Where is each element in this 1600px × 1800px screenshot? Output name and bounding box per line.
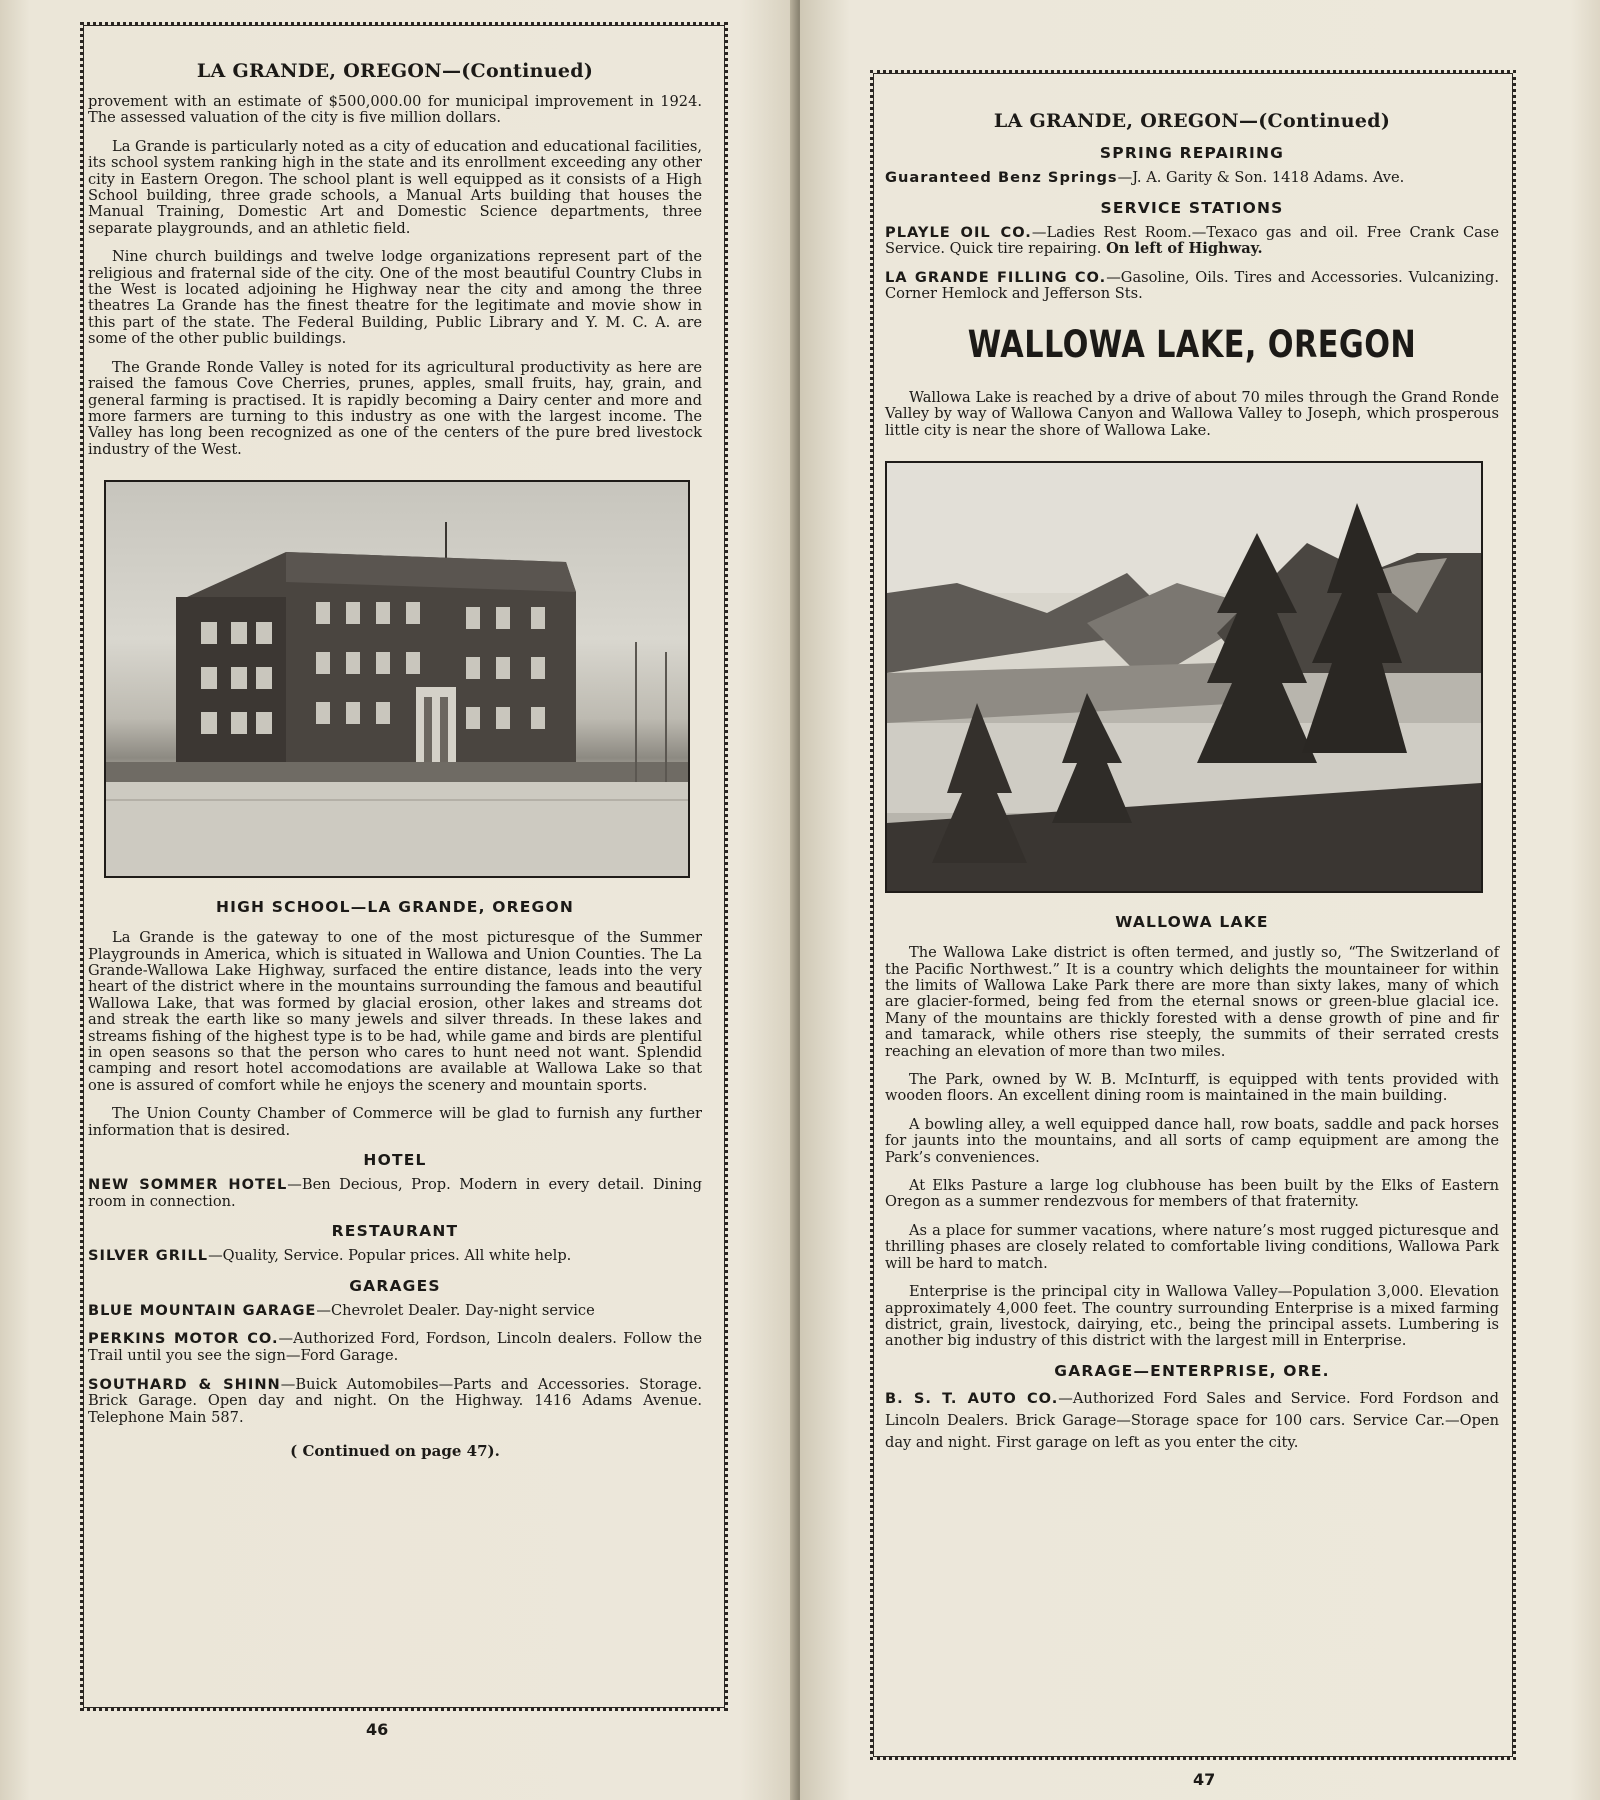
business-description: —Authorized Ford, Fordson, Lincoln dealers. Follow the Trail until you see the sign—Ford Garage.: [88, 1330, 702, 1364]
business-description: —Ben Decious, Prop. Modern in every detail. Dining room in connection.: [88, 1176, 702, 1210]
section-heading-hotel: HOTEL: [363, 1151, 427, 1169]
business-name: SOUTHARD & SHINN: [88, 1375, 281, 1393]
listing-garage: [88, 1303, 702, 1320]
business-description: —J. A. Garity & Son. 1418 Adams. Ave.: [1117, 169, 1405, 186]
business-name: NEW SOMMER HOTEL: [88, 1176, 288, 1193]
paragraph: La Grande is the gateway to one of the most picturesque of the Summer Playgrounds in America, which is situated in Wallowa and Union Counties. The La Grande-Wallowa Lake Highway, surfaced the entire distance, leads into the very heart of the district where in the mountains surrounding the famous and beautiful Wallowa Lake, that was formed by glacial erosion, other lakes and streams dot and streak the earth like so many jewels and silver threads. In these lakes and streams fishing of the highest type is to be had, while game and birds are plentiful in open seasons so that the person who cares to hunt need not want. Splendid camping and resort hotel accomodations are available at Wallowa Lake so that one is assured of comfort while he enjoys the scenery and mountain sports.: [88, 929, 702, 1094]
high-school-photo: [104, 480, 690, 878]
paragraph: Enterprise is the principal city in Wallowa Valley—Population 3,000. Elevation approximately 4,000 feet. The country surrounding Enterprise is a mixed farming district, grain, livestock, dairying, etc., being the principal assets. Lumbering is another big industry of this district with the largest mill in Enterprise.: [885, 1283, 1499, 1350]
listing-service-station: [885, 270, 1499, 303]
right-page-content: [885, 110, 1499, 1466]
business-name: B. S. T. AUTO CO.: [885, 1389, 1059, 1407]
continued-note: ( Continued on page 47).: [290, 1442, 500, 1461]
lake-landscape-illustration: [887, 463, 1481, 891]
paragraph: The Union County Chamber of Commerce will be glad to furnish any further information that is desired.: [88, 1105, 702, 1139]
left-page-content: [88, 60, 702, 1460]
paragraph: As a place for summer vacations, where nature’s most rugged picturesque and thrilling phases are closely related to comfortable living conditions, Wallowa Park will be hard to match.: [885, 1221, 1499, 1272]
business-description: —Quality, Service. Popular prices. All white help.: [208, 1247, 572, 1265]
paragraph: At Elks Pasture a large log clubhouse has been built by the Elks of Eastern Oregon as a summer rendezvous for members of that fraternity.: [885, 1177, 1499, 1211]
business-description: —Gasoline, Oils. Tires and Accessories. Vulcanizing. Corner Hemlock and Jefferson Sts.: [885, 268, 1499, 303]
section-heading-spring-repairing: SPRING REPAIRING: [1099, 144, 1285, 162]
page-number: 46: [366, 1720, 389, 1739]
listing-garage: [88, 1331, 702, 1364]
paragraph: A bowling alley, a well equipped dance hall, row boats, saddle and pack horses for jaunts into the mountains, and all sorts of camp equipment are among the Park’s conveniences.: [885, 1115, 1499, 1166]
photo-caption: WALLOWA LAKE: [1115, 913, 1269, 932]
running-head: LA GRANDE, OREGON—(Continued): [196, 60, 594, 82]
section-heading-garage-enterprise: GARAGE—ENTERPRISE, ORE.: [1054, 1361, 1330, 1380]
paragraph: Nine church buildings and twelve lodge organizations represent part of the religious and fraternal side of the city. One of the most beautiful Country Clubs in the West is located adjoining he Highway near the city and among the three theatres La Grande has the finest theatre for the legitimate and movie show in this part of the state. The Federal Building, Public Library and Y. M. C. A. are some of the other public buildings.: [88, 248, 702, 348]
school-building-illustration: [106, 482, 688, 876]
business-description: —Ladies Rest Room.—Texaco gas and oil. Free Crank Case Service. Quick tire repairing.: [885, 223, 1499, 258]
running-head: LA GRANDE, OREGON—(Continued): [993, 110, 1391, 132]
paragraph: The Grande Ronde Valley is noted for its agricultural productivity as here are raised the famous Cove Cherries, prunes, apples, small fruits, hay, grain, and general farming is practised. It is rapidly becoming a Dairy center and more and more farmers are turning to this industry as one with the largest income. The Valley has long been recognized as one of the centers of the pure bred livestock industry of the West.: [88, 358, 702, 458]
listing-hotel: [88, 1177, 702, 1210]
page-number: 47: [1193, 1770, 1216, 1789]
right-page: [800, 0, 1600, 1800]
listing-garage: [885, 1388, 1499, 1454]
business-name: LA GRANDE FILLING CO.: [885, 268, 1107, 286]
listing-restaurant: [88, 1248, 702, 1265]
business-description: —Buick Automobiles—Parts and Accessories. Storage. Brick Garage. Open day and night. On the Highway. 1416 Adams Avenue. Telephone Main 587.: [88, 1375, 702, 1426]
paragraph: The Park, owned by W. B. McInturff, is equipped with tents provided with wooden floors. An excellent dining room is maintained in the main building.: [885, 1071, 1499, 1105]
business-name: PLAYLE OIL CO.: [885, 223, 1032, 241]
business-name: SILVER GRILL: [88, 1247, 209, 1265]
section-title: WALLOWA LAKE, OREGON: [967, 322, 1417, 366]
business-name: Guaranteed Benz Springs: [885, 169, 1118, 186]
paragraph: provement with an estimate of $500,000.00 for municipal improvement in 1924. The assessed valuation of the city is five million dollars.: [88, 93, 702, 127]
business-tail: On left of Highway.: [1106, 240, 1263, 258]
listing-garage: [88, 1377, 702, 1427]
section-heading-garages: GARAGES: [349, 1276, 441, 1295]
wallowa-lake-photo: [885, 461, 1483, 893]
paragraph: La Grande is particularly noted as a city of education and educational facilities, its school system ranking high in the state and its enrollment exceeding any other city in Eastern Oregon. The school plant is well equipped as it consists of a High School building, three grade schools, a Manual Arts building that houses the Manual Training, Domestic Art and Domestic Science departments, three separate playgrounds, and an athletic field.: [88, 137, 702, 237]
left-page: [0, 0, 796, 1800]
listing-spring: [885, 170, 1499, 187]
listing-service-station: [885, 225, 1499, 258]
paragraph: The Wallowa Lake district is often termed, and justly so, “The Switzerland of the Pacific Northwest.” It is a country which delights the mountaineer for within the limits of Wallowa Lake Park there are more than sixty lakes, many of which are glacier-formed, being fed from the eternal snows or green-blue glacial ice. Many of the mountains are thickly forested with a dense growth of pine and fir and tamarack, while others rise steeply, the summits of their serrated crests reaching an elevation of more than two miles.: [885, 944, 1499, 1060]
business-name: BLUE MOUNTAIN GARAGE: [88, 1301, 317, 1319]
business-description: —Authorized Ford Sales and Service. Ford Fordson and Lincoln Dealers. Brick Garage—Storage space for 100 cars. Service Car.—Open day and night. First garage on left as you enter the city.: [885, 1389, 1499, 1451]
section-heading-restaurant: RESTAURANT: [331, 1222, 459, 1241]
photo-caption: HIGH SCHOOL—LA GRANDE, OREGON: [215, 898, 575, 917]
business-description: —Chevrolet Dealer. Day-night service: [316, 1301, 595, 1319]
business-name: PERKINS MOTOR CO.: [88, 1330, 279, 1348]
paragraph: Wallowa Lake is reached by a drive of about 70 miles through the Grand Ronde Valley by way of Wallowa Canyon and Wallowa Valley to Joseph, which prosperous little city is near the shore of Wallowa Lake.: [885, 388, 1499, 439]
section-heading-service-stations: SERVICE STATIONS: [1100, 198, 1284, 217]
